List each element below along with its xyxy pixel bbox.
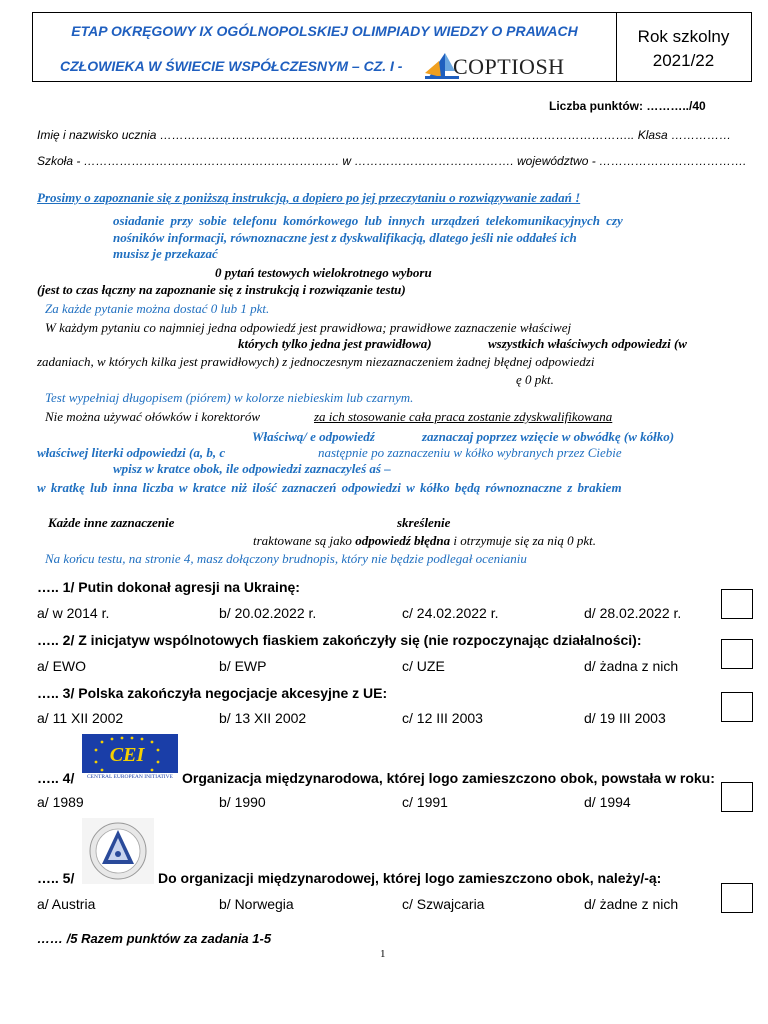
- instruction-line-1: osiadanie przy sobie telefonu komórkowego lub innych urządzeń telekomunikacyjnych czy: [113, 213, 623, 228]
- q2-answer-b[interactable]: b/ EWP: [219, 658, 267, 674]
- instruction-line-13a: Właściwą/ e odpowiedź: [252, 429, 375, 444]
- q2-answer-d[interactable]: d/ żadna z nich: [584, 658, 679, 674]
- question-5-text: Do organizacji międzynarodowej, której logo zamieszczono obok, należy/-ą:: [158, 870, 662, 886]
- question-3-text: ….. 3/ Polska zakończyła negocjacje akcesyjne z UE:: [37, 685, 388, 701]
- q1-answer-d[interactable]: d/ 28.02.2022 r.: [584, 605, 682, 621]
- q5-answer-d[interactable]: d/ żadne z nich: [584, 896, 679, 912]
- q5-answer-b[interactable]: b/ Norwegia: [219, 896, 294, 912]
- q4-answer-b[interactable]: b/ 1990: [219, 794, 266, 810]
- question-4-number: ….. 4/: [37, 770, 75, 786]
- school-field[interactable]: Szkoła - ………………………………………………………. w …………………………………. województwo - ……………………………….: [37, 154, 747, 168]
- q1-answer-b[interactable]: b/ 20.02.2022 r.: [219, 605, 317, 621]
- cei-logo: [82, 734, 178, 782]
- q1-answer-count-box[interactable]: [721, 589, 753, 619]
- header-title-box: [32, 12, 617, 82]
- instruction-line-16: w kratkę lub inna liczba w kratce niż ilość zaznaczeń odpowiedzi w kółko będą równoznaczne z brakiem: [37, 480, 622, 495]
- instruction-line-5: (jest to czas łączny na zapoznanie się z instrukcją i rozwiązanie testu): [37, 282, 406, 297]
- instruction-line-6: Za każde pytanie można dostać 0 lub 1 pkt.: [45, 301, 270, 316]
- cei-logo-subtitle: CENTRAL EUROPEAN INITIATIVE: [87, 774, 173, 780]
- instruction-line-3: musisz je przekazać: [113, 246, 218, 261]
- q3-answer-a[interactable]: a/ 11 XII 2002: [37, 710, 124, 726]
- instruction-line-17a: Każde inne zaznaczenie: [48, 515, 175, 530]
- instructions-intro: Prosimy o zapoznanie się z poniższą instrukcją, a dopiero po jej przeczytaniu o rozwiązywanie zadań !: [37, 190, 581, 205]
- coptiosh-logo: [425, 51, 583, 79]
- q5-answer-count-box[interactable]: [721, 883, 753, 913]
- question-4-text: Organizacja międzynarodowa, której logo zamieszczono obok, powstała w roku:: [182, 770, 715, 786]
- q3-answer-d[interactable]: d/ 19 III 2003: [584, 710, 666, 726]
- instruction-line-19: Na końcu testu, na stronie 4, masz dołączony brudnopis, który nie będzie podlegał ocenianiu: [45, 551, 527, 566]
- header-title-line1: ETAP OKRĘGOWY IX OGÓLNOPOLSKIEJ OLIMPIADY WIEDZY O PRAWACH: [71, 23, 578, 39]
- instruction-line-18: [253, 533, 596, 549]
- header-title-line2: CZŁOWIEKA W ŚWIECIE WSPÓŁCZESNYM – CZ. I -: [60, 58, 403, 74]
- q2-answer-c[interactable]: c/ UZE: [402, 658, 445, 674]
- instruction-line-2: nośników informacji, równoznaczne jest z dyskwalifikacją, dlatego jeśli nie oddałeś ich: [113, 230, 577, 245]
- cei-logo-text: CEI: [109, 744, 145, 766]
- school-year-value: 2021/22: [652, 51, 715, 70]
- q5-answer-a[interactable]: a/ Austria: [37, 896, 96, 912]
- question-5-number: ….. 5/: [37, 870, 75, 886]
- points-field[interactable]: Liczba punktów: ………../40: [549, 99, 706, 113]
- q2-answer-count-box[interactable]: [721, 639, 753, 669]
- instruction-line-15: wpisz w kratce obok, ile odpowiedzi zaznaczyleś aś –: [113, 461, 391, 476]
- q4-answer-count-box[interactable]: [721, 782, 753, 812]
- instruction-line-14b: następnie po zaznaczeniu w kółko wybranych przez Ciebie: [318, 445, 622, 460]
- q4-answer-d[interactable]: d/ 1994: [584, 794, 631, 810]
- organization-emblem-icon: [82, 818, 154, 884]
- q2-answer-a[interactable]: a/ EWO: [37, 658, 87, 674]
- q3-answer-c[interactable]: c/ 12 III 2003: [402, 710, 483, 726]
- instruction-line-8b: wszystkich właściwych odpowiedzi (w: [488, 336, 687, 351]
- q1-answer-c[interactable]: c/ 24.02.2022 r.: [402, 605, 499, 621]
- question-1-text: ….. 1/ Putin dokonał agresji na Ukrainę:: [37, 579, 300, 595]
- instruction-line-13b: zaznaczaj poprzez wzięcie w obwódkę (w kółko): [422, 429, 675, 444]
- instruction-line-18a: traktowane są jako: [253, 533, 352, 548]
- organization-logo: [82, 818, 154, 884]
- instruction-line-12a: Nie można używać ołówków i korektorów: [45, 409, 261, 424]
- q3-answer-b[interactable]: b/ 13 XII 2002: [219, 710, 307, 726]
- instruction-line-18b: odpowiedź błędna: [355, 533, 451, 548]
- instruction-line-17b: skreślenie: [397, 515, 451, 530]
- coptiosh-logo-text: COPTIOSH: [453, 54, 565, 79]
- question-2-text: ….. 2/ Z inicjatyw wspólnotowych fiaskiem zakończyły się (nie rozpoczynając działalności):: [37, 632, 642, 648]
- instruction-line-9: zadaniach, w których kilka jest prawidłowych) z jednoczesnym niezaznaczeniem żadnej błędnej odpowiedzi: [37, 354, 595, 369]
- instruction-line-4: 0 pytań testowych wielokrotnego wyboru: [215, 265, 432, 280]
- instruction-line-12b: za ich stosowanie cała praca zostanie zdyskwalifikowana: [314, 409, 613, 424]
- summary-points: …… /5 Razem punktów za zadania 1-5: [37, 931, 272, 946]
- instruction-line-18c: i otrzymuje się za nią 0 pkt.: [453, 533, 597, 548]
- q5-answer-c[interactable]: c/ Szwajcaria: [402, 896, 485, 912]
- page-number: 1: [380, 948, 386, 960]
- school-year-box: [616, 12, 752, 82]
- school-year-label: Rok szkolny: [637, 27, 730, 46]
- instruction-line-14a: właściwej literki odpowiedzi (a, b, c: [37, 445, 226, 460]
- q4-answer-c[interactable]: c/ 1991: [402, 794, 448, 810]
- instruction-line-10: ę 0 pkt.: [516, 372, 554, 387]
- instruction-line-11: Test wypełniaj długopisem (piórem) w kolorze niebieskim lub czarnym.: [45, 390, 414, 405]
- q3-answer-count-box[interactable]: [721, 692, 753, 722]
- student-name-field[interactable]: Imię i nazwisko ucznia ……………………………………………………………………………………………………….. Klasa ……………: [37, 128, 732, 142]
- instruction-line-7: W każdym pytaniu co najmniej jedna odpowiedź jest prawidłowa; prawidłowe zaznaczenie właściwej: [45, 320, 572, 335]
- q1-answer-a[interactable]: a/ w 2014 r.: [37, 605, 110, 621]
- q4-answer-a[interactable]: a/ 1989: [37, 794, 84, 810]
- instruction-line-8a: których tylko jedna jest prawidłowa): [238, 336, 432, 351]
